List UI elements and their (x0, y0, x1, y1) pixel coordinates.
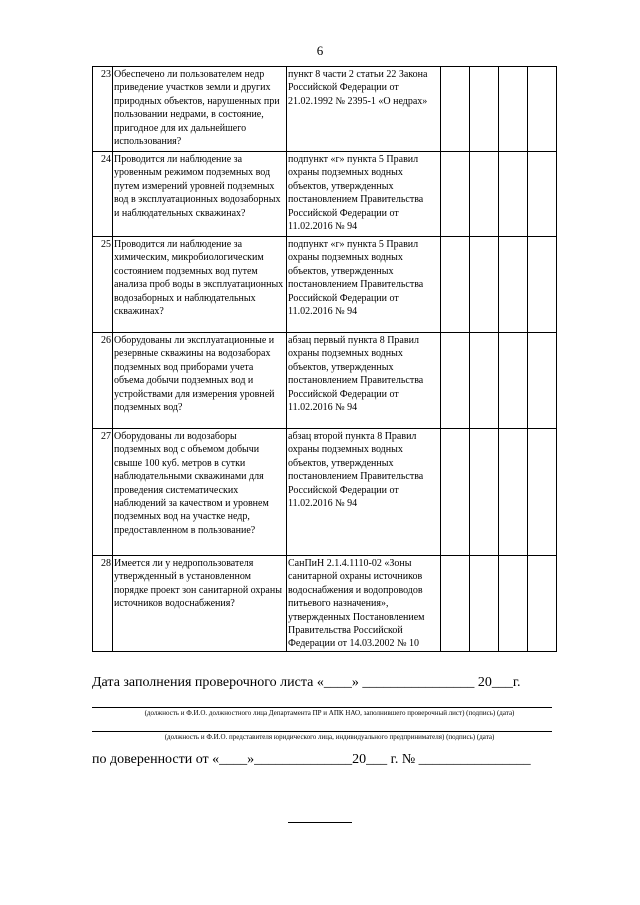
answer-cell-na[interactable] (499, 429, 528, 556)
table-row (93, 556, 557, 652)
signature-caption-inspector: (должность и Ф.И.О. должностного лица Департамента ПР и АПК НАО, заполнившего проверочный лист) (подпись) (дата) (144, 709, 515, 717)
row-reference: СанПиН 2.1.4.1110-02 «Зоны санитарной охраны источников водоснабжения и водопроводов питьевого назначения», утвержденных Постановлением Правительства Российской Федерации от 14.03.2002 № 10 (287, 556, 441, 652)
table-row (93, 152, 557, 237)
proxy-line: по доверенности от «____»______________20___ г. № ________________ (92, 752, 531, 767)
table-row (93, 333, 557, 429)
checklist-table (92, 66, 557, 652)
answer-cell-note[interactable] (528, 237, 557, 333)
answer-cell-no[interactable] (470, 429, 499, 556)
row-number: 23 (93, 67, 113, 152)
signature-line-representative (92, 731, 552, 732)
row-number: 28 (93, 556, 113, 652)
answer-cell-note[interactable] (528, 429, 557, 556)
answer-cell-yes[interactable] (441, 556, 470, 652)
row-number: 27 (93, 429, 113, 556)
answer-cell-yes[interactable] (441, 67, 470, 152)
row-question: Обеспечено ли пользователем недр приведение участков земли и других природных объектов, нарушенных при пользовании недрами, в состояние, пригодное для их дальнейшего использования? (113, 67, 287, 152)
answer-cell-yes[interactable] (441, 333, 470, 429)
answer-cell-yes[interactable] (441, 237, 470, 333)
row-question: Проводится ли наблюдение за химическим, микробиологическим состоянием подземных вод путем анализа проб воды в эксплуатационных водозаборных и наблюдательных скважинах? (113, 237, 287, 333)
answer-cell-na[interactable] (499, 67, 528, 152)
answer-cell-note[interactable] (528, 67, 557, 152)
table-row (93, 67, 557, 152)
row-reference: абзац второй пункта 8 Правил охраны подземных водных объектов, утвержденных постановлением Правительства Российской Федерации от 11.02.2016 № 94 (287, 429, 441, 556)
answer-cell-na[interactable] (499, 237, 528, 333)
page-number: 6 (316, 43, 324, 58)
answer-cell-na[interactable] (499, 333, 528, 429)
table-row (93, 237, 557, 333)
row-number: 25 (93, 237, 113, 333)
answer-cell-note[interactable] (528, 556, 557, 652)
signature-line-inspector (92, 707, 552, 708)
row-question: Имеется ли у недропользователя утвержденный в установленном порядке проект зон санитарной охраны источников водоснабжения? (113, 556, 287, 652)
answer-cell-na[interactable] (499, 556, 528, 652)
row-number: 24 (93, 152, 113, 237)
answer-cell-no[interactable] (470, 333, 499, 429)
answer-cell-note[interactable] (528, 333, 557, 429)
answer-cell-no[interactable] (470, 67, 499, 152)
row-reference: подпункт «г» пункта 5 Правил охраны подземных водных объектов, утвержденных постановлением Правительства Российской Федерации от 11.02.2016 № 94 (287, 237, 441, 333)
answer-cell-no[interactable] (470, 152, 499, 237)
answer-cell-no[interactable] (470, 556, 499, 652)
row-question: Оборудованы ли водозаборы подземных вод с объемом добычи свыше 100 куб. метров в сутки наблюдательными скважинами для проведения систематических наблюдений за качеством и уровнем подземных вод на участке недр, предоставленном в пользование? (113, 429, 287, 556)
answer-cell-no[interactable] (470, 237, 499, 333)
answer-cell-na[interactable] (499, 152, 528, 237)
signature-caption-representative: (должность и Ф.И.О. представителя юридического лица, индивидуального предпринимателя) (подпись) (дата) (164, 733, 495, 741)
table-row (93, 429, 557, 556)
row-question: Оборудованы ли эксплуатационные и резервные скважины на водозаборах подземных вод приборами учета объема добычи подземных вод и устройствами для измерения уровней подземных вод? (113, 333, 287, 429)
end-divider (288, 822, 352, 823)
row-reference: абзац первый пункта 8 Правил охраны подземных водных объектов, утвержденных постановлением Правительства Российской Федерации от 11.02.2016 № 94 (287, 333, 441, 429)
answer-cell-yes[interactable] (441, 429, 470, 556)
row-number: 26 (93, 333, 113, 429)
row-question: Проводится ли наблюдение за уровенным режимом подземных вод путем измерений уровней подземных вод в эксплуатационных водозаборных и наблюдательных скважинах? (113, 152, 287, 237)
answer-cell-note[interactable] (528, 152, 557, 237)
row-reference: пункт 8 части 2 статьи 22 Закона Российской Федерации от 21.02.1992 № 2395-1 «О недрах» (287, 67, 441, 152)
fill-date-line: Дата заполнения проверочного листа «____» ________________ 20___г. (92, 675, 521, 690)
row-reference: подпункт «г» пункта 5 Правил охраны подземных водных объектов, утвержденных постановлением Правительства Российской Федерации от 11.02.2016 № 94 (287, 152, 441, 237)
answer-cell-yes[interactable] (441, 152, 470, 237)
